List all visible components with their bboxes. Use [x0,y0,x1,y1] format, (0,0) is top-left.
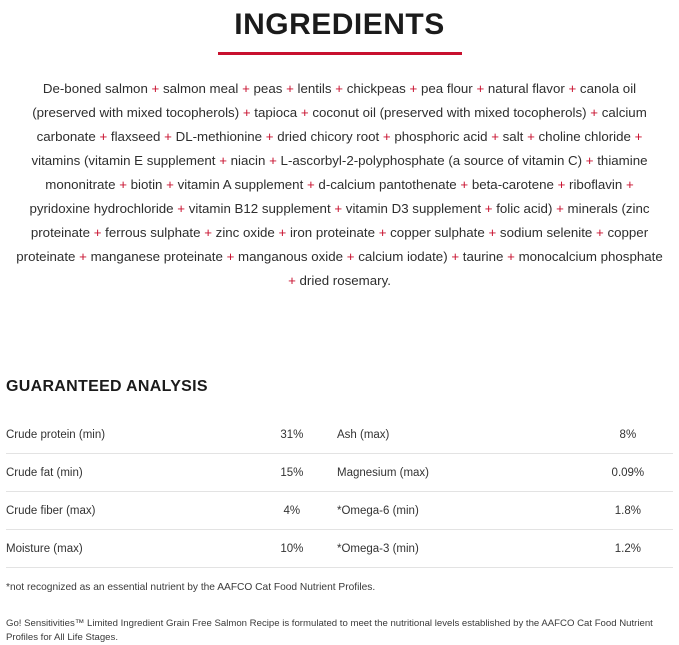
nutrient-value: 1.8% [583,492,673,530]
ingredient-separator: + [335,81,343,96]
ingredient-separator: + [265,129,274,144]
guaranteed-analysis-section [0,378,679,645]
ingredient-separator: + [507,249,515,264]
table-row [6,492,673,530]
ingredient-separator: + [242,81,250,96]
nutrient-value: 4% [247,492,337,530]
ingredient-separator: + [219,153,227,168]
ingredient-separator: + [491,129,499,144]
ingredient-separator: + [557,177,566,192]
ingredient-separator: + [204,225,212,240]
ingredient-separator: + [300,105,309,120]
ingredient-separator: + [226,249,235,264]
ingredient-separator: + [625,177,634,192]
ingredient-separator: + [306,177,315,192]
nutrient-label: Crude protein (min) [6,416,247,454]
table-row [6,416,673,454]
ingredient-separator: + [269,153,277,168]
nutrient-value: 31% [247,416,337,454]
analysis-footnote: *not recognized as an essential nutrient by the AAFCO Cat Food Nutrient Profiles. [6,582,376,593]
nutrient-label: Ash (max) [337,416,583,454]
nutrient-label: Crude fat (min) [6,454,247,492]
ingredient-separator: + [451,249,460,264]
nutrient-value: 10% [247,530,337,568]
ingredient-separator: + [177,201,186,216]
aafco-statement: Go! Sensitivities™ Limited Ingredient Grain Free Salmon Recipe is formulated to meet the nutritional levels established by the AAFCO Cat Food Nutrient Profiles for All Life Stages. [6,618,653,643]
ingredient-separator: + [484,201,493,216]
table-row [6,530,673,568]
ingredient-separator: + [119,177,127,192]
heading-underline-rule [218,52,462,55]
ingredient-separator: + [93,225,102,240]
nutrient-label: Crude fiber (max) [6,492,247,530]
nutrient-value: 1.2% [583,530,673,568]
ingredient-separator: + [288,273,296,288]
ingredients-paragraph: De-boned salmon + salmon meal + peas + lentils + chickpeas + pea flour + natural flavor + canola oil (preserved with mixed tocopherols) + tapioca + coconut oil (preserved with mixed tocopherols) + calcium carbonate + flaxseed + DL-methionine + dried chicory root + phosphoric acid + salt + choline chloride + vitamins (vitamin E supplement + niacin + L-ascorbyl-2-polyphosphate (a source of vitamin C) + thiamine mononitrate + biotin + vitamin A supplement + d-calcium pantothenate + beta-carotene + riboflavin + pyridoxine hydrochloride + vitamin B12 supplement + vitamin D3 supplement + folic acid) + minerals (zinc proteinate + ferrous sulphate + zinc oxide + iron proteinate + copper sulphate + sodium selenite + copper proteinate + manganese proteinate + manganous oxide + calcium iodate) + taurine + monocalcium phosphate + dried rosemary. [16,81,663,288]
ingredient-separator: + [590,105,598,120]
ingredient-separator: + [334,201,343,216]
ingredient-separator: + [242,105,251,120]
ingredient-separator: + [151,81,160,96]
ingredient-separator: + [409,81,418,96]
nutrient-label: Moisture (max) [6,530,247,568]
nutrient-label: *Omega-6 (min) [337,492,583,530]
ingredient-separator: + [286,81,294,96]
ingredient-separator: + [634,129,643,144]
ingredient-separator: + [476,81,485,96]
nutrient-label: *Omega-3 (min) [337,530,583,568]
ingredient-separator: + [164,129,172,144]
ingredient-separator: + [460,177,469,192]
ingredient-separator: + [568,81,577,96]
ingredient-separator: + [585,153,594,168]
ingredient-separator: + [79,249,87,264]
guaranteed-analysis-heading: GUARANTEED ANALYSIS [6,378,208,395]
ingredient-separator: + [378,225,387,240]
ingredients-heading: INGREDIENTS [234,8,445,41]
guaranteed-analysis-table [6,416,673,568]
nutrient-value: 0.09% [583,454,673,492]
ingredient-separator: + [556,201,564,216]
ingredient-separator: + [382,129,391,144]
ingredient-separator: + [278,225,287,240]
ingredient-separator: + [99,129,108,144]
table-row [6,454,673,492]
nutrient-value: 15% [247,454,337,492]
ingredient-separator: + [488,225,497,240]
ingredient-separator: + [166,177,174,192]
nutrient-value: 8% [583,416,673,454]
ingredient-separator: + [527,129,535,144]
ingredient-separator: + [346,249,355,264]
product-detail-page [0,6,679,643]
nutrient-label: Magnesium (max) [337,454,583,492]
ingredient-separator: + [596,225,604,240]
